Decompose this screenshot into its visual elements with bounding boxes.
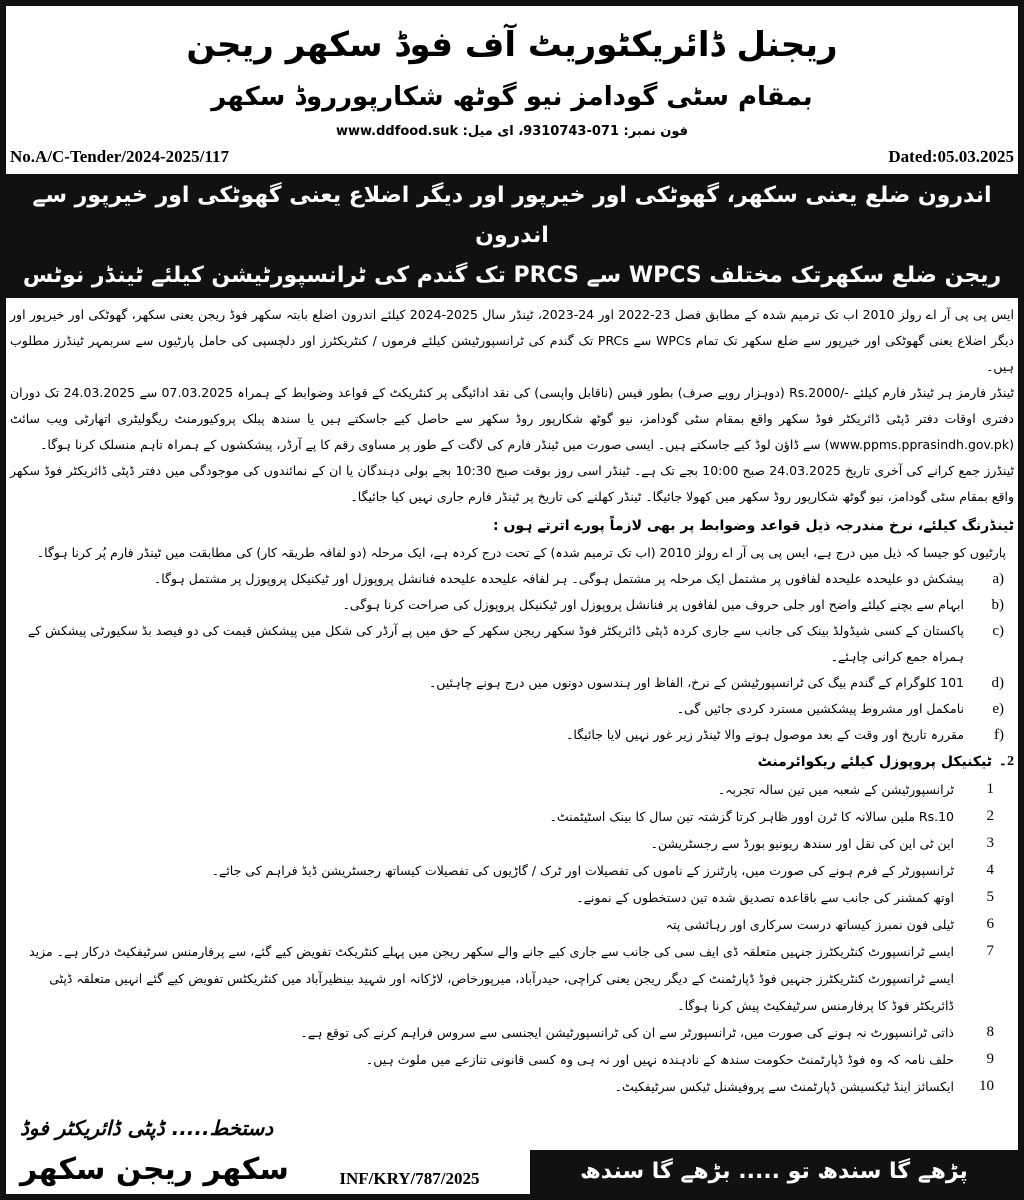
notice-body bbox=[6, 298, 1018, 1106]
list-item bbox=[6, 1019, 1018, 1046]
slogan-box: پڑھے گا سندھ تو ..... بڑھے گا سندھ bbox=[530, 1150, 1018, 1194]
address-subtitle: بمقام سٹی گودامز نیو گوٹھ شکارپورروڈ سکھر bbox=[211, 82, 813, 112]
list-item-text: پاکستان کے کسی شیڈولڈ بینک کی جانب سے جاری کردہ ڈپٹی ڈائریکٹر فوڈ سکھر ریجن سکھر کے حق میں پے آرڈر کی شکل میں پیشکش قیمت کی دو فیصد بڈ سکیورٹی پیشکش کے ہمراہ جمع کرانی چاہئے۔ bbox=[27, 623, 964, 664]
reference-number: No.A/C-Tender/2024-2025/117 bbox=[10, 147, 229, 166]
list-marker: 2 bbox=[986, 808, 994, 824]
list-item bbox=[6, 776, 1018, 803]
technical-heading bbox=[6, 748, 1018, 776]
list-item bbox=[6, 803, 1018, 830]
list-item-text: ذاتی ٹرانسپورٹ نہ ہونے کی صورت میں، ٹرانسپورٹر سے ان کی ٹرانسپورٹیشن ایجنسی سے سروس فراہم کرنے کی توقع ہے۔ bbox=[300, 1025, 954, 1040]
notice-header bbox=[6, 6, 1018, 174]
signature: دستخط..... ڈپٹی ڈائریکٹر فوڈ bbox=[20, 1116, 274, 1140]
list-marker: 10 bbox=[979, 1078, 994, 1094]
list-marker: 7 bbox=[986, 943, 994, 959]
signature-block bbox=[6, 1110, 289, 1194]
list-marker: 9 bbox=[986, 1051, 994, 1067]
list-item-text: ٹرانسپورٹر کے فرم ہونے کی صورت میں، پارٹنرز کے ناموں کی تفصیلات اور ٹرک / گاڑیوں کی تفصیلات کیساتھ رجسٹریشن ڈیڈ فراہم کی جائے۔ bbox=[211, 863, 954, 878]
list-item-text: ایکسائز اینڈ ٹیکسیشن ڈپارٹمنٹ سے پروفیشنل ٹیکس سرٹیفکیٹ۔ bbox=[614, 1079, 954, 1094]
notice-date: Dated:05.03.2025 bbox=[888, 147, 1014, 166]
paragraph: ٹینڈرز جمع کرانے کی آخری تاریخ 24.03.2025 صبح 10:00 بجے تک ہے۔ ٹینڈر اسی روز بوقت صبح 10:30 بجے بولی دہندگان یا ان کے نمائندوں کی موجودگی میں دفتر ڈپٹی ڈائریکٹر فوڈ سکھر واقع بمقام سٹی گودامز، نیو گوٹھ شکارپور روڈ سکھر میں کھولا جائیگا۔ ٹینڈر کھلنے کی تاریخ پر ٹینڈر فارم جاری نہیں کیا جائیگا۔ bbox=[10, 463, 1014, 504]
banner-line-1: اندرون ضلع یعنی سکھر، گھوٹکی اور خیرپور اور دیگر اضلاع یعنی گھوٹکی اور خیرپور سے اندرون bbox=[32, 183, 992, 248]
list-marker: 5 bbox=[986, 889, 994, 905]
list-item-text: مقررہ تاریخ اور وقت کے بعد موصول ہونے والا ٹینڈر زیر غور نہیں لایا جائیگا۔ bbox=[566, 727, 964, 742]
list-marker: (e bbox=[992, 701, 1004, 717]
list-item-text: 101 کلوگرام کے گندم بیگ کی ٹرانسپورٹیشن کے نرخ، الفاظ اور ہندسوں دونوں میں درج ہونے چاہئیں۔ bbox=[428, 675, 964, 690]
list-item bbox=[6, 911, 1018, 938]
list-marker: 1 bbox=[986, 781, 994, 797]
paragraph: ٹینڈر فارمز ہر ٹینڈر فارم کیلئے -/Rs.2000 (دوہزار روپے صرف) بطور فیس (ناقابل واپسی) کی نقد ادائیگی پر کنٹریکٹ کے قواعد وضوابط کے ہمراہ 07.03.2025 سے 24.03.2025 تک دوران دفتری اوقات دفتر ڈپٹی ڈائریکٹر فوڈ سکھر واقع بمقام سٹی گودامز، نیو گوٹھ شکارپور روڈ سکھر سے حاصل کیے جاسکتے ہیں یا سندھ پبلک پروکیورمنٹ ریگولیٹری اتھارٹی ویب سائٹ (www.ppms.pprasindh.gov.pk) سے ڈاؤن لوڈ کیے جاسکتے ہیں۔ ایسی صورت میں ٹینڈر فارم کی لاگت کے طور پر مساوی رقم کا پے آرڈر، پیشکشوں کے ہمراہ تاہم منسلک کرنا ہوگا۔ bbox=[10, 385, 1014, 452]
banner-line-2: ریجن ضلع سکھرتک مختلف WPCS سے PRCS تک گندم کی ٹرانسپورٹیشن کیلئے ٹینڈر نوٹس bbox=[22, 263, 1002, 288]
directorate-title: ریجنل ڈائریکٹوریٹ آف فوڈ سکھر ریجن bbox=[186, 25, 838, 65]
list-marker: 4 bbox=[986, 862, 994, 878]
list-item-text: حلف نامہ کہ وہ فوڈ ڈپارٹمنٹ حکومت سندھ کے نادہندہ نہیں اور نہ ہی وہ کسی قانونی تنازعے میں ملوث ہیں۔ bbox=[365, 1052, 954, 1067]
rules-list bbox=[6, 566, 1018, 748]
list-marker: 8 bbox=[986, 1024, 994, 1040]
contact-info: فون نمبر: 071-9310743، ای میل: www.ddfood.suk bbox=[335, 124, 689, 139]
list-marker: (d bbox=[991, 675, 1004, 691]
list-item bbox=[6, 592, 1018, 618]
list-marker: (f bbox=[994, 727, 1004, 743]
list-item-text: Rs.10 ملین سالانہ کا ٹرن اوور ظاہر کرتا گزشتہ تین سال کا بینک اسٹیٹمنٹ۔ bbox=[549, 809, 954, 824]
list-item bbox=[6, 830, 1018, 857]
list-item-text: ابہام سے بچنے کیلئے واضح اور جلی حروف میں لفافوں پر فنانشل پروپوزل اور ٹیکنیکل پروپوزل کی صراحت کرنا ہوگی۔ bbox=[342, 597, 964, 612]
list-marker: (b bbox=[991, 597, 1004, 613]
list-item bbox=[6, 857, 1018, 884]
list-item-text: اوتھ کمشنر کی جانب سے باقاعدہ تصدیق شدہ تین دستخطوں کے نمونے۔ bbox=[576, 890, 954, 905]
reference-row bbox=[6, 144, 1018, 174]
list-item bbox=[6, 566, 1018, 592]
list-item-text: ٹرانسپورٹیشن کے شعبہ میں تین سالہ تجربہ۔ bbox=[717, 782, 954, 797]
list-item bbox=[6, 696, 1018, 722]
notice-footer bbox=[6, 1106, 1018, 1194]
inf-code: INF/KRY/787/2025 bbox=[339, 1169, 480, 1188]
list-item bbox=[6, 1046, 1018, 1073]
paragraph: ایس پی پی آر اے رولز 2010 اب تک ترمیم شدہ کے مطابق فصل 23-2022 اور 24-2023، ٹینڈر سال 2025-2024 کیلئے اندرون اضلع بابتہ سکھر فوڈ ریجن یعنی سکھر، گھوٹکی اور خیرپور اور دیگر اضلاع یعنی گھوٹکی اور خیرپور سے ضلع سکھر تک تمام WPCs سے PRCs تک گندم کی ٹرانسپورٹیشن کیلئے فرموں / کنٹریکٹرز اور دلچسپی کی حامل پارٹیوں سے سربمہر ٹینڈرز مطلوب ہیں۔ bbox=[10, 307, 1015, 374]
list-marker: 3 bbox=[986, 835, 994, 851]
list-item-text: این ٹی این کی نقل اور سندھ ریونیو بورڈ سے رجسٹریشن۔ bbox=[650, 836, 954, 851]
list-item bbox=[6, 618, 1018, 670]
list-item-text: ٹیلی فون نمبرز کیساتھ درست سرکاری اور رہائشی پتہ bbox=[665, 917, 954, 932]
list-item-text: پیشکش دو علیحدہ علیحدہ لفافوں پر مشتمل ایک مرحلہ پر مشتمل ہوگی۔ ہر لفافہ علیحدہ علیحدہ فنانشل پروپوزل اور ٹیکنیکل پروپوزل پر مشتمل ہوگا۔ bbox=[153, 571, 964, 586]
rules-heading: ٹینڈرنگ کیلئے، نرخ مندرجہ ذیل قواعد وضوابط پر بھی لازماً پورے اترتے ہوں : bbox=[493, 518, 1014, 534]
notice-banner bbox=[6, 174, 1018, 298]
region-name: سکھر ریجن سکھر bbox=[20, 1152, 289, 1187]
technical-heading-text: ٹیکنیکل پروپوزل کیلئے ریکوائرمنٹ bbox=[757, 754, 992, 770]
technical-list bbox=[6, 776, 1018, 1100]
list-marker: (c bbox=[992, 623, 1004, 639]
list-marker: (a bbox=[992, 571, 1004, 587]
technical-marker: 2۔ bbox=[998, 754, 1014, 769]
list-item bbox=[6, 1073, 1018, 1100]
list-item bbox=[6, 670, 1018, 696]
list-item-text: نامکمل اور مشروط پیشکشیں مسترد کردی جائیں گی۔ bbox=[676, 701, 964, 716]
rules-intro: پارٹیوں کو جیسا کہ ذیل میں درج ہے، ایس پی پی آر اے رولز 2010 (اب تک ترمیم شدہ) کے تحت درج کردہ ہے، ایک مرحلہ (دو لفافہ طریقہ کار) کی مطابقت میں ٹینڈر فارم پُر کرنا ہوگا۔ bbox=[36, 545, 1006, 560]
list-marker: 6 bbox=[986, 916, 994, 932]
list-item bbox=[6, 884, 1018, 911]
list-item bbox=[6, 938, 1018, 1019]
list-item-text: ایسے ٹرانسپورٹ کنٹریکٹرز جنہیں متعلقہ ڈی ایف سی کی جانب سے جاری کیے جانے والے سکھر ریجن میں پہلے کنٹریکٹ تفویض کیے گئے، سے پرفارمنس سرٹیفکیٹ درکار ہے۔ مزید ایسے ٹرانسپورٹ کنٹریکٹرز جنہیں فوڈ ڈپارٹمنٹ کے دیگر ریجن یعنی کراچی، حیدرآباد، میرپورخاص، لاڑکانہ اور شہید بینظیرآباد میں کنٹریکٹس تفویض کیے گئے انہیں متعلقہ ڈپٹی ڈائریکٹر فوڈ کا پرفارمنس سرٹیفکیٹ پیش کرنا ہوگا۔ bbox=[29, 944, 954, 1013]
list-item bbox=[6, 722, 1018, 748]
